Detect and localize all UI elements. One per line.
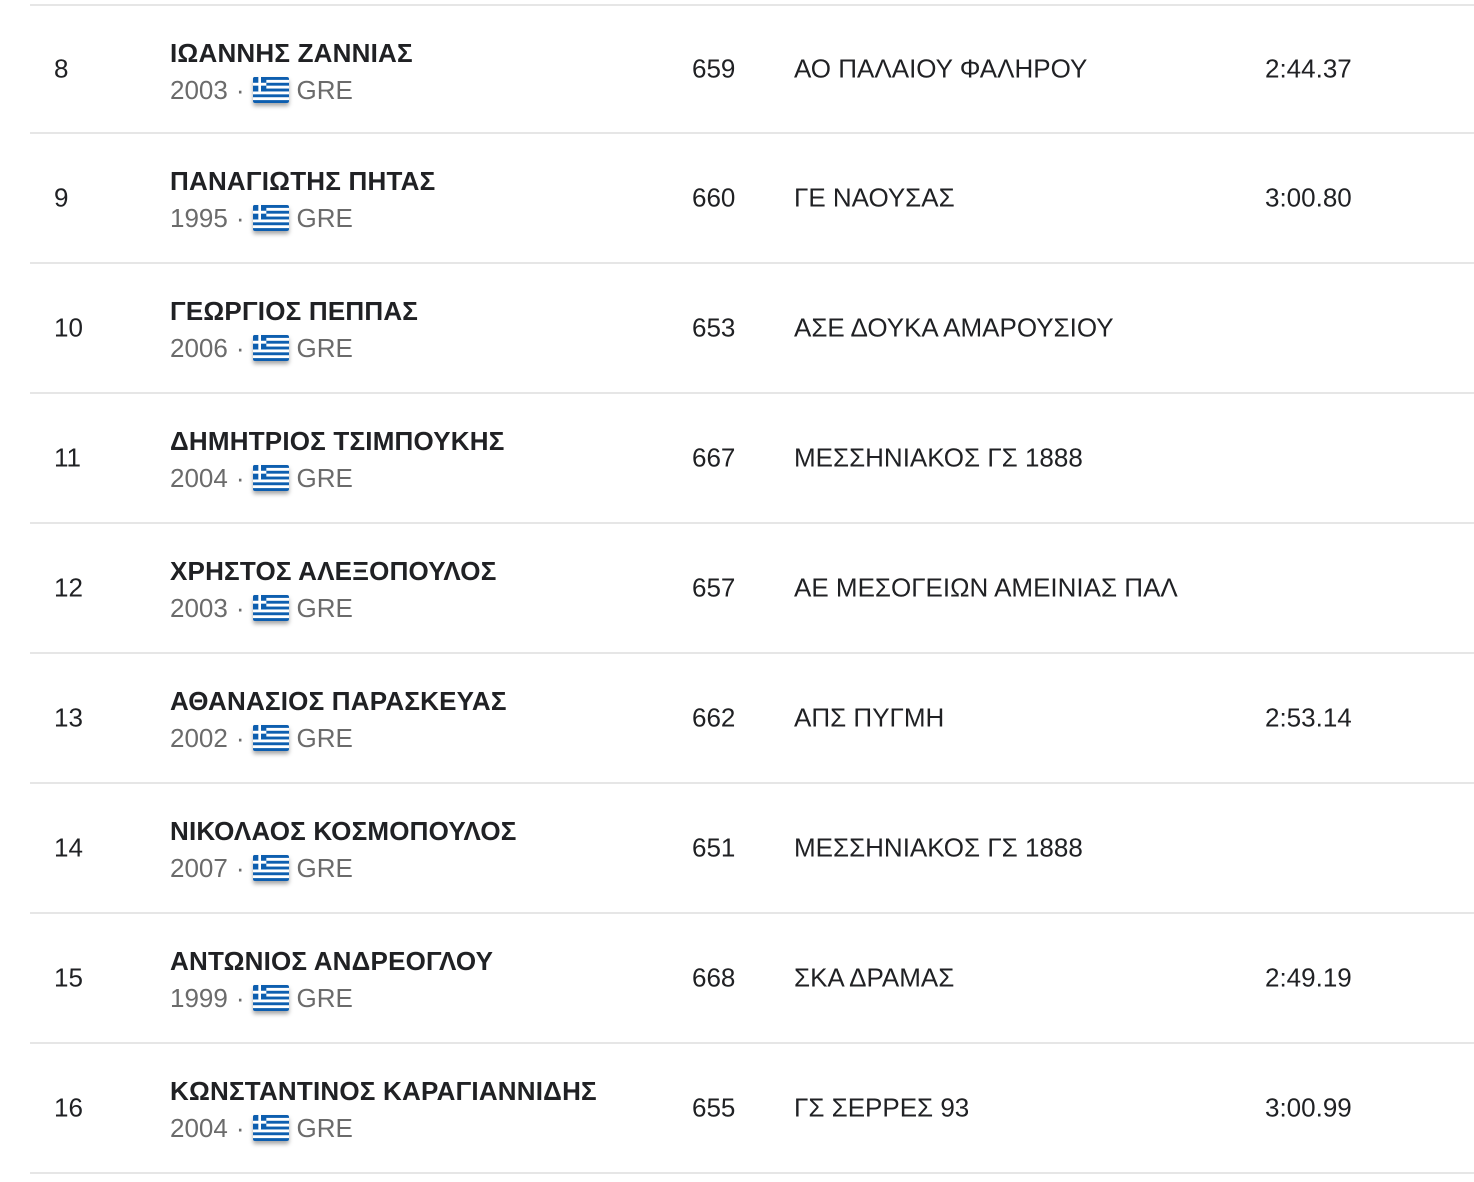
- result-time: 2:49.19: [1265, 962, 1352, 993]
- birth-year: 2002: [170, 723, 228, 753]
- greece-flag-icon: [253, 1115, 289, 1141]
- result-row[interactable]: [30, 1044, 1474, 1174]
- club-name: ΓΣ ΣΕΡΡΕΣ 93: [794, 1092, 970, 1123]
- athlete-meta: [170, 202, 435, 234]
- athlete-info: [170, 684, 507, 754]
- result-row[interactable]: [30, 134, 1474, 264]
- country-code: GRE: [296, 463, 353, 493]
- result-row[interactable]: [30, 524, 1474, 654]
- bib-number: 662: [692, 702, 736, 733]
- athlete-info: [170, 814, 517, 884]
- separator-dot: ·: [235, 203, 245, 233]
- greece-flag-icon: [253, 985, 289, 1011]
- bib-number: 668: [692, 962, 736, 993]
- athlete-meta: [170, 462, 505, 494]
- country-code: GRE: [296, 723, 353, 753]
- athlete-name[interactable]: ΚΩΝΣΤΑΝΤΙΝΟΣ ΚΑΡΑΓΙΑΝΝΙΔΗΣ: [170, 1076, 597, 1106]
- bib-number: 657: [692, 572, 736, 603]
- country-code: GRE: [296, 983, 353, 1013]
- athlete-info: [170, 36, 413, 106]
- club-name: ΑΕ ΜΕΣΟΓΕΙΩΝ ΑΜΕΙΝΙΑΣ ΠΑΛ: [794, 572, 1178, 603]
- bib-number: 651: [692, 832, 736, 863]
- birth-year: 2004: [170, 1113, 228, 1143]
- athlete-info: [170, 424, 505, 494]
- country-code: GRE: [296, 203, 353, 233]
- greece-flag-icon: [253, 465, 289, 491]
- birth-year: 2006: [170, 333, 228, 363]
- result-row[interactable]: [30, 784, 1474, 914]
- results-list: [30, 4, 1474, 1174]
- rank: 9: [54, 182, 69, 213]
- rank: 15: [54, 962, 83, 993]
- athlete-meta: [170, 592, 497, 624]
- athlete-name[interactable]: ΠΑΝΑΓΙΩΤΗΣ ΠΗΤΑΣ: [170, 166, 436, 196]
- rank: 16: [54, 1092, 83, 1123]
- result-row[interactable]: [30, 394, 1474, 524]
- birth-year: 1999: [170, 983, 228, 1013]
- country-code: GRE: [296, 333, 353, 363]
- birth-year: 2003: [170, 75, 228, 105]
- result-time: 3:00.99: [1265, 1092, 1352, 1123]
- club-name: ΑΠΣ ΠΥΓΜΗ: [794, 702, 945, 733]
- result-row[interactable]: [30, 654, 1474, 784]
- athlete-info: [170, 1074, 597, 1144]
- bib-number: 659: [692, 53, 736, 84]
- separator-dot: ·: [235, 463, 245, 493]
- birth-year: 2007: [170, 853, 228, 883]
- rank: 12: [54, 572, 83, 603]
- greece-flag-icon: [253, 725, 289, 751]
- birth-year: 2004: [170, 463, 228, 493]
- greece-flag-icon: [253, 77, 289, 103]
- club-name: ΓΕ ΝΑΟΥΣΑΣ: [794, 182, 955, 213]
- result-row[interactable]: [30, 264, 1474, 394]
- athlete-name[interactable]: ΧΡΗΣΤΟΣ ΑΛΕΞΟΠΟΥΛΟΣ: [170, 556, 497, 586]
- rank: 13: [54, 702, 83, 733]
- result-row[interactable]: [30, 914, 1474, 1044]
- club-name: ΑΣΕ ΔΟΥΚΑ ΑΜΑΡΟΥΣΙΟΥ: [794, 312, 1114, 343]
- athlete-meta: [170, 852, 517, 884]
- country-code: GRE: [296, 1113, 353, 1143]
- result-time: 3:00.80: [1265, 182, 1352, 213]
- rank: 14: [54, 832, 83, 863]
- result-row[interactable]: [30, 4, 1474, 134]
- bib-number: 667: [692, 442, 736, 473]
- greece-flag-icon: [253, 335, 289, 361]
- separator-dot: ·: [235, 593, 245, 623]
- country-code: GRE: [296, 853, 353, 883]
- rank: 11: [54, 442, 81, 473]
- athlete-name[interactable]: ΑΝΤΩΝΙΟΣ ΑΝΔΡΕΟΓΛΟΥ: [170, 946, 494, 976]
- athlete-info: [170, 164, 435, 234]
- rank: 8: [54, 53, 69, 84]
- greece-flag-icon: [253, 855, 289, 881]
- result-time: 2:44.37: [1265, 53, 1352, 84]
- bib-number: 660: [692, 182, 736, 213]
- result-time: 2:53.14: [1265, 702, 1352, 733]
- greece-flag-icon: [253, 205, 289, 231]
- separator-dot: ·: [235, 1113, 245, 1143]
- athlete-name[interactable]: ΙΩΑΝΝΗΣ ΖΑΝΝΙΑΣ: [170, 38, 413, 68]
- separator-dot: ·: [235, 853, 245, 883]
- athlete-meta: [170, 332, 418, 364]
- athlete-meta: [170, 74, 413, 106]
- club-name: ΜΕΣΣΗΝΙΑΚΟΣ ΓΣ 1888: [794, 442, 1083, 473]
- athlete-meta: [170, 1112, 597, 1144]
- separator-dot: ·: [235, 983, 245, 1013]
- athlete-info: [170, 294, 418, 364]
- athlete-meta: [170, 722, 507, 754]
- birth-year: 2003: [170, 593, 228, 623]
- separator-dot: ·: [235, 333, 245, 363]
- bib-number: 653: [692, 312, 736, 343]
- separator-dot: ·: [235, 723, 245, 753]
- athlete-name[interactable]: ΑΘΑΝΑΣΙΟΣ ΠΑΡΑΣΚΕΥΑΣ: [170, 686, 507, 716]
- athlete-name[interactable]: ΔΗΜΗΤΡΙΟΣ ΤΣΙΜΠΟΥΚΗΣ: [170, 426, 505, 456]
- separator-dot: ·: [235, 75, 245, 105]
- club-name: ΣΚΑ ΔΡΑΜΑΣ: [794, 962, 955, 993]
- greece-flag-icon: [253, 595, 289, 621]
- athlete-info: [170, 554, 497, 624]
- bib-number: 655: [692, 1092, 736, 1123]
- athlete-name[interactable]: ΝΙΚΟΛΑΟΣ ΚΟΣΜΟΠΟΥΛΟΣ: [170, 816, 517, 846]
- birth-year: 1995: [170, 203, 228, 233]
- club-name: ΑΟ ΠΑΛΑΙΟΥ ΦΑΛΗΡΟΥ: [794, 53, 1088, 84]
- country-code: GRE: [296, 593, 353, 623]
- athlete-info: [170, 944, 493, 1014]
- athlete-meta: [170, 982, 493, 1014]
- country-code: GRE: [296, 75, 353, 105]
- athlete-name[interactable]: ΓΕΩΡΓΙΟΣ ΠΕΠΠΑΣ: [170, 296, 419, 326]
- rank: 10: [54, 312, 83, 343]
- club-name: ΜΕΣΣΗΝΙΑΚΟΣ ΓΣ 1888: [794, 832, 1083, 863]
